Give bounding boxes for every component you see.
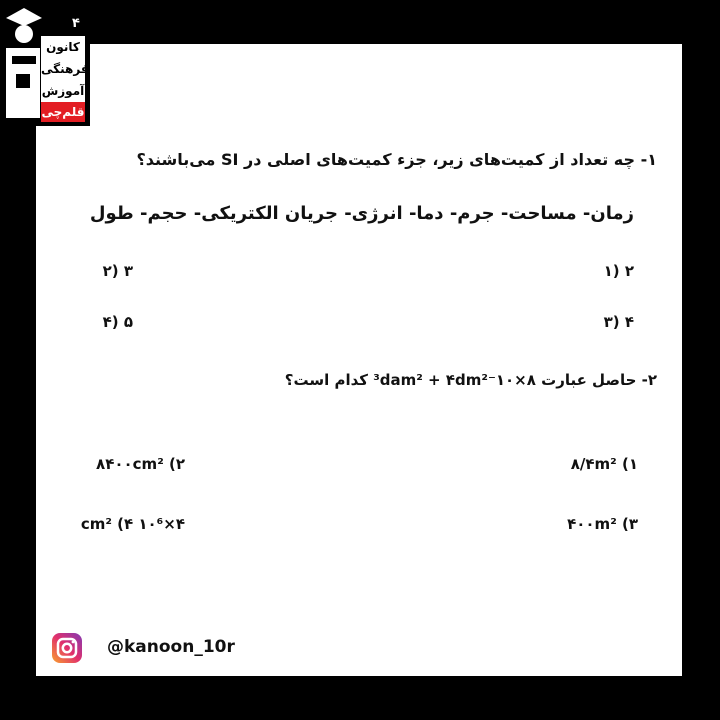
question-1-option-4: ۵ (۴	[102, 313, 133, 331]
question-1-text: ۱- چه تعداد از کمیت‌های زیر، جزء کمیت‌های اصلی در SI می‌باشند؟	[136, 150, 657, 169]
graduate-figure-icon	[2, 4, 42, 118]
logo-word: کانون	[46, 40, 80, 54]
question-2-option-2: ۸۴۰۰cm² (۲	[96, 455, 185, 473]
logo-word: فرهنگی	[41, 62, 89, 76]
question-2-text: ۲- حاصل عبارت ۸×۱۰⁻³dam² + ۴dm² کدام است؟	[284, 371, 657, 389]
logo-word: آموزش	[41, 84, 85, 98]
kanoon-logo	[0, 0, 90, 126]
question-1-option-1: ۲ (۱	[603, 262, 634, 280]
question-1-option-2: ۳ (۲	[102, 262, 133, 280]
question-2-option-1: ۸/۴m² (۱	[570, 455, 638, 473]
question-2-option-3: ۴۰۰m² (۳	[567, 515, 638, 533]
question-1-items: زمان- مساحت- جرم- دما- انرژی- جریان الکتریکی- حجم- طول	[89, 203, 634, 224]
question-1-option-3: ۴ (۳	[603, 313, 634, 331]
exam-sheet	[36, 44, 682, 676]
instagram-icon[interactable]	[51, 632, 83, 664]
instagram-handle[interactable]: @kanoon_10r	[107, 637, 235, 657]
logo-wordmark	[41, 36, 89, 122]
logo-number: ۴	[72, 16, 80, 31]
question-2-option-4: ۴×۱۰⁶ cm² (۴	[80, 515, 185, 533]
logo-word-red: قلم‌چی	[41, 102, 85, 122]
